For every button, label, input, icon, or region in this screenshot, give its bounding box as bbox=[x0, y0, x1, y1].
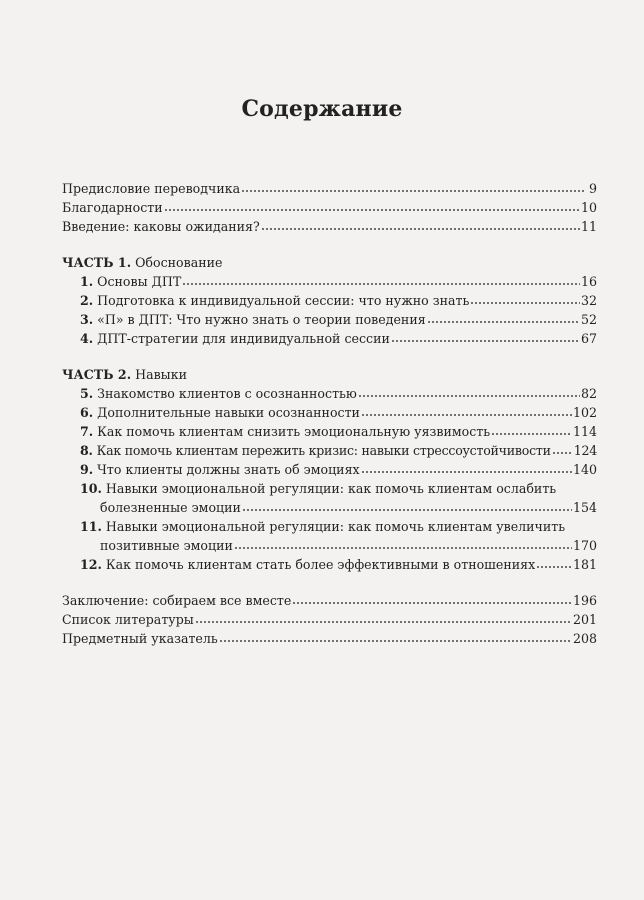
toc-entry[interactable] bbox=[62, 610, 597, 629]
page-number: 67 bbox=[580, 331, 597, 346]
dot-leader bbox=[182, 282, 580, 286]
part-heading bbox=[62, 365, 597, 384]
page-number: 124 bbox=[573, 443, 597, 458]
chapter-entry[interactable] bbox=[62, 422, 597, 441]
chapter-entry[interactable] bbox=[62, 384, 597, 403]
dot-leader bbox=[391, 339, 580, 343]
chapter-entry[interactable] bbox=[62, 310, 597, 329]
entry-label: Предисловие переводчика bbox=[62, 181, 241, 196]
dot-leader bbox=[361, 413, 572, 417]
chapter-label: Навыки эмоциональной регуляции: как помочь клиентам ослабить bbox=[105, 481, 557, 496]
page-number: 9 bbox=[588, 181, 597, 196]
page-number: 52 bbox=[580, 312, 597, 327]
page-number: 154 bbox=[572, 500, 597, 515]
chapter-entry[interactable] bbox=[62, 329, 597, 348]
chapter-label: Подготовка к индивидуальной сессии: что нужно знать bbox=[97, 293, 470, 308]
page-number: 140 bbox=[572, 462, 597, 477]
page-number: 82 bbox=[580, 386, 597, 401]
page-number: 32 bbox=[580, 293, 597, 308]
chapter-label: Как помочь клиентам снизить эмоциональную уязвимость bbox=[97, 424, 491, 439]
dot-leader bbox=[164, 208, 580, 212]
part-label: Навыки bbox=[135, 367, 187, 382]
chapter-number: 10. bbox=[80, 481, 102, 496]
chapter-entry[interactable] bbox=[62, 460, 597, 479]
dot-leader bbox=[241, 189, 586, 193]
chapter-number: 12. bbox=[80, 557, 102, 572]
page-number: 16 bbox=[580, 274, 597, 289]
dot-leader bbox=[470, 301, 580, 305]
entry-label: Введение: каковы ожидания? bbox=[62, 219, 260, 234]
dot-leader bbox=[219, 639, 572, 643]
page-number: 196 bbox=[572, 593, 597, 608]
chapter-number: 4. bbox=[80, 331, 94, 346]
page-number: 170 bbox=[572, 538, 597, 553]
dot-leader bbox=[234, 546, 572, 550]
chapter-number: 7. bbox=[80, 424, 94, 439]
chapter-number: 3. bbox=[80, 312, 94, 327]
chapter-number: 9. bbox=[80, 462, 94, 477]
page-number: 201 bbox=[572, 612, 597, 627]
chapter-number: 8. bbox=[80, 443, 93, 458]
page-number: 10 bbox=[580, 200, 597, 215]
entry-label: Благодарности bbox=[62, 200, 163, 215]
chapter-entry[interactable] bbox=[62, 403, 597, 422]
dot-leader bbox=[261, 227, 580, 231]
dot-leader bbox=[195, 620, 572, 624]
page-title: Содержание bbox=[241, 96, 403, 122]
toc-entry[interactable] bbox=[62, 217, 597, 236]
dot-leader bbox=[292, 601, 572, 605]
chapter-number: 5. bbox=[80, 386, 94, 401]
entry-label: Предметный указатель bbox=[62, 631, 218, 646]
part-number: ЧАСТЬ 2. bbox=[62, 367, 132, 382]
entry-label: Список литературы bbox=[62, 612, 194, 627]
toc-entry[interactable] bbox=[62, 591, 597, 610]
chapter-number: 2. bbox=[80, 293, 94, 308]
chapter-label: Основы ДПТ bbox=[97, 274, 182, 289]
toc-entry[interactable] bbox=[62, 179, 597, 198]
chapter-entry[interactable] bbox=[62, 291, 597, 310]
part-number: ЧАСТЬ 1. bbox=[62, 255, 132, 270]
part-label: Обоснование bbox=[135, 255, 223, 270]
dot-leader bbox=[552, 451, 573, 455]
chapter-number: 11. bbox=[80, 519, 102, 534]
chapter-label: Навыки эмоциональной регуляции: как помочь клиентам увеличить bbox=[105, 519, 566, 534]
chapter-label: Как помочь клиентам пережить кризис: навыки стрессоустойчивости bbox=[96, 443, 551, 458]
page-number: 114 bbox=[572, 424, 597, 439]
chapter-number: 6. bbox=[80, 405, 94, 420]
chapter-label-continued: позитивные эмоции bbox=[100, 538, 233, 553]
chapter-label: Знакомство клиентов с осознанностью bbox=[97, 386, 357, 401]
dot-leader bbox=[358, 394, 580, 398]
chapter-entry[interactable] bbox=[62, 517, 597, 555]
page-number: 208 bbox=[572, 631, 597, 646]
dot-leader bbox=[536, 565, 572, 569]
part-heading bbox=[62, 253, 597, 272]
toc-entry[interactable] bbox=[62, 198, 597, 217]
chapter-number: 1. bbox=[80, 274, 94, 289]
chapter-label: Дополнительные навыки осознанности bbox=[97, 405, 360, 420]
chapter-entry[interactable] bbox=[62, 479, 597, 517]
chapter-label: Как помочь клиентам стать более эффективными в отношениях bbox=[105, 557, 536, 572]
dot-leader bbox=[491, 432, 572, 436]
entry-label: Заключение: собираем все вместе bbox=[62, 593, 292, 608]
dot-leader bbox=[361, 470, 572, 474]
page-number: 181 bbox=[572, 557, 597, 572]
chapter-label: ДПТ-стратегии для индивидуальной сессии bbox=[97, 331, 390, 346]
chapter-entry[interactable] bbox=[62, 555, 597, 574]
dot-leader bbox=[242, 508, 572, 512]
chapter-entry[interactable] bbox=[62, 441, 597, 460]
table-of-contents bbox=[62, 179, 597, 648]
page-number: 11 bbox=[580, 219, 597, 234]
dot-leader bbox=[427, 320, 580, 324]
toc-entry[interactable] bbox=[62, 629, 597, 648]
chapter-label: Что клиенты должны знать об эмоциях bbox=[97, 462, 360, 477]
chapter-label: «П» в ДПТ: Что нужно знать о теории поведения bbox=[97, 312, 426, 327]
chapter-entry[interactable] bbox=[62, 272, 597, 291]
chapter-label-continued: болезненные эмоции bbox=[100, 500, 241, 515]
page-number: 102 bbox=[572, 405, 597, 420]
